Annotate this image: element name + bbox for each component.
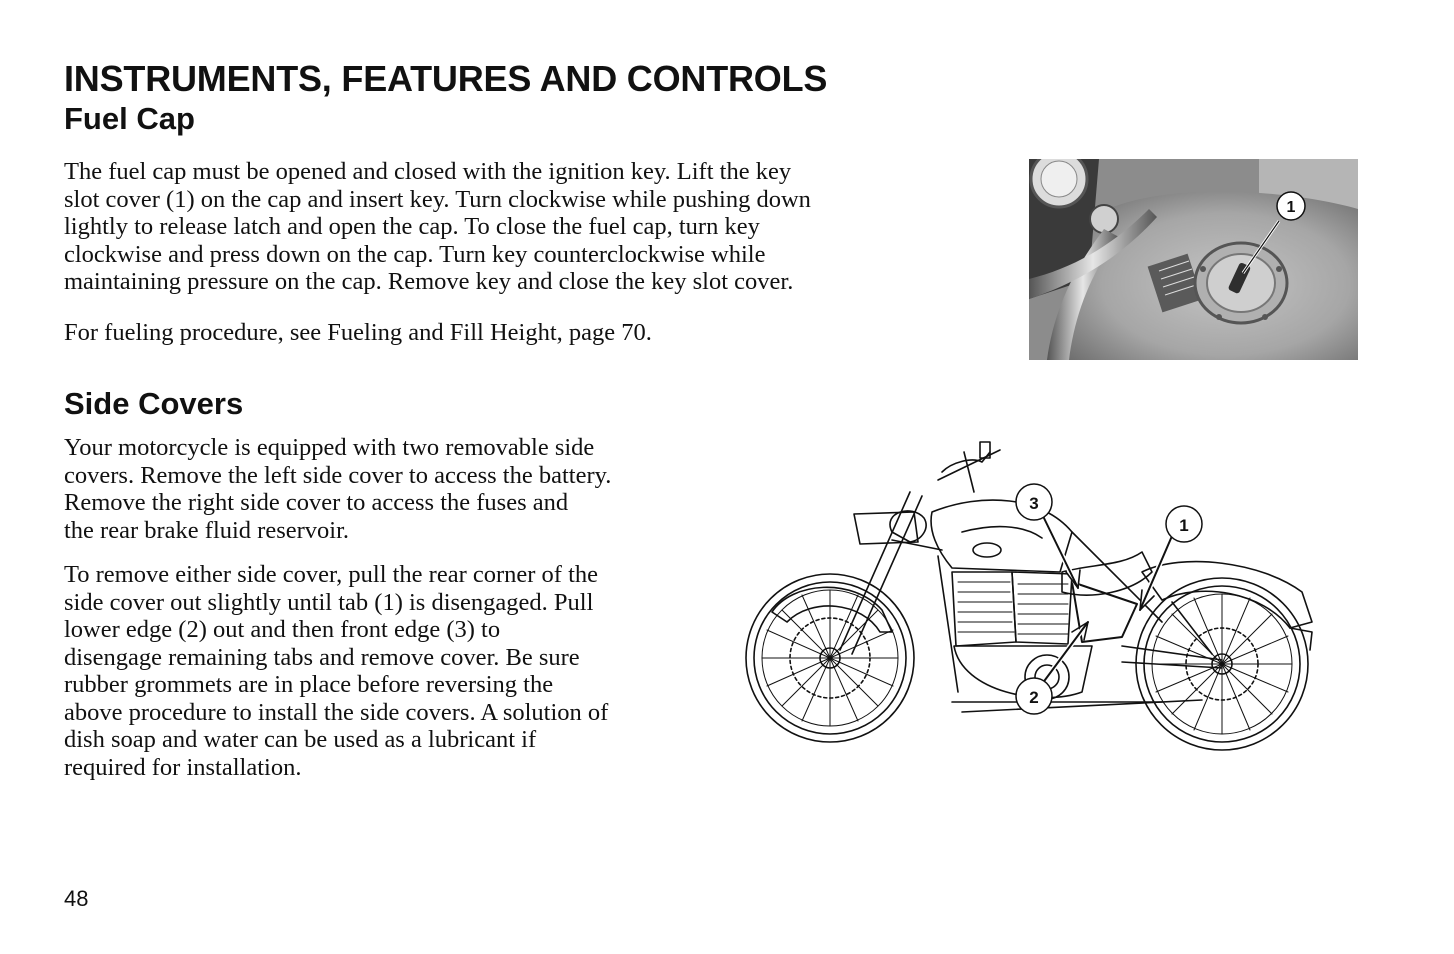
motorcycle-diagram: [742, 432, 1322, 752]
text-line: maintaining pressure on the cap. Remove key and close the key slot cover.: [64, 268, 794, 295]
text-line: covers. Remove the left side cover to access the battery.: [64, 461, 612, 489]
text-line: The fuel cap must be opened and closed with the ignition key. Lift the key: [64, 158, 792, 185]
callout-label: 3: [1029, 494, 1039, 513]
front-wheel: [746, 574, 914, 742]
fuel-cap-paragraph: [64, 158, 811, 296]
text-line: side cover out slightly until tab (1) is disengaged. Pull: [64, 588, 594, 616]
side-cover-removal-paragraph: [64, 561, 608, 781]
callout-label: 2: [1029, 688, 1039, 707]
text-line: above procedure to install the side covers. A solution of: [64, 698, 609, 726]
motorcycle-drawing: [742, 432, 1322, 752]
page-number: 48: [64, 886, 89, 911]
section-title: INSTRUMENTS, FEATURES AND CONTROLS: [64, 58, 828, 99]
text-line: dish soap and water can be used as a lubricant if: [64, 726, 537, 753]
side-covers-heading: Side Covers: [64, 386, 244, 421]
callout-label: 1: [1179, 516, 1189, 535]
text-line: Your motorcycle is equipped with two removable side: [64, 434, 595, 461]
text-line: clockwise and press down on the cap. Turn key counterclockwise while: [64, 240, 766, 268]
fuel-cap-photo: [1029, 159, 1358, 360]
text-line: For fueling procedure, see Fueling and Fill Height, page 70.: [64, 319, 652, 346]
photo-callout-label: 1: [1286, 199, 1296, 216]
text-line: the rear brake fluid reservoir.: [64, 516, 350, 544]
text-line: To remove either side cover, pull the rear corner of the: [64, 561, 599, 588]
text-line: slot cover (1) on the cap and insert key. Turn clockwise while pushing down: [64, 185, 811, 213]
text-line: rubber grommets are in place before reversing the: [64, 671, 554, 698]
fuel-cap-photo-drawing: [1029, 159, 1358, 360]
text-line: required for installation.: [64, 753, 302, 781]
side-covers-paragraph: [64, 434, 611, 544]
fueling-reference: [64, 319, 652, 347]
text-line: Remove the right side cover to access the fuses and: [64, 489, 569, 516]
engine: [952, 572, 1092, 699]
text-line: lower edge (2) out and then front edge (3) to: [64, 616, 501, 643]
text-line: disengage remaining tabs and remove cover. Be sure: [64, 643, 580, 671]
rear-wheel: [1136, 578, 1308, 750]
fuel-cap-heading: Fuel Cap: [64, 101, 195, 136]
text-line: lightly to release latch and open the cap. To close the fuel cap, turn key: [64, 213, 760, 240]
